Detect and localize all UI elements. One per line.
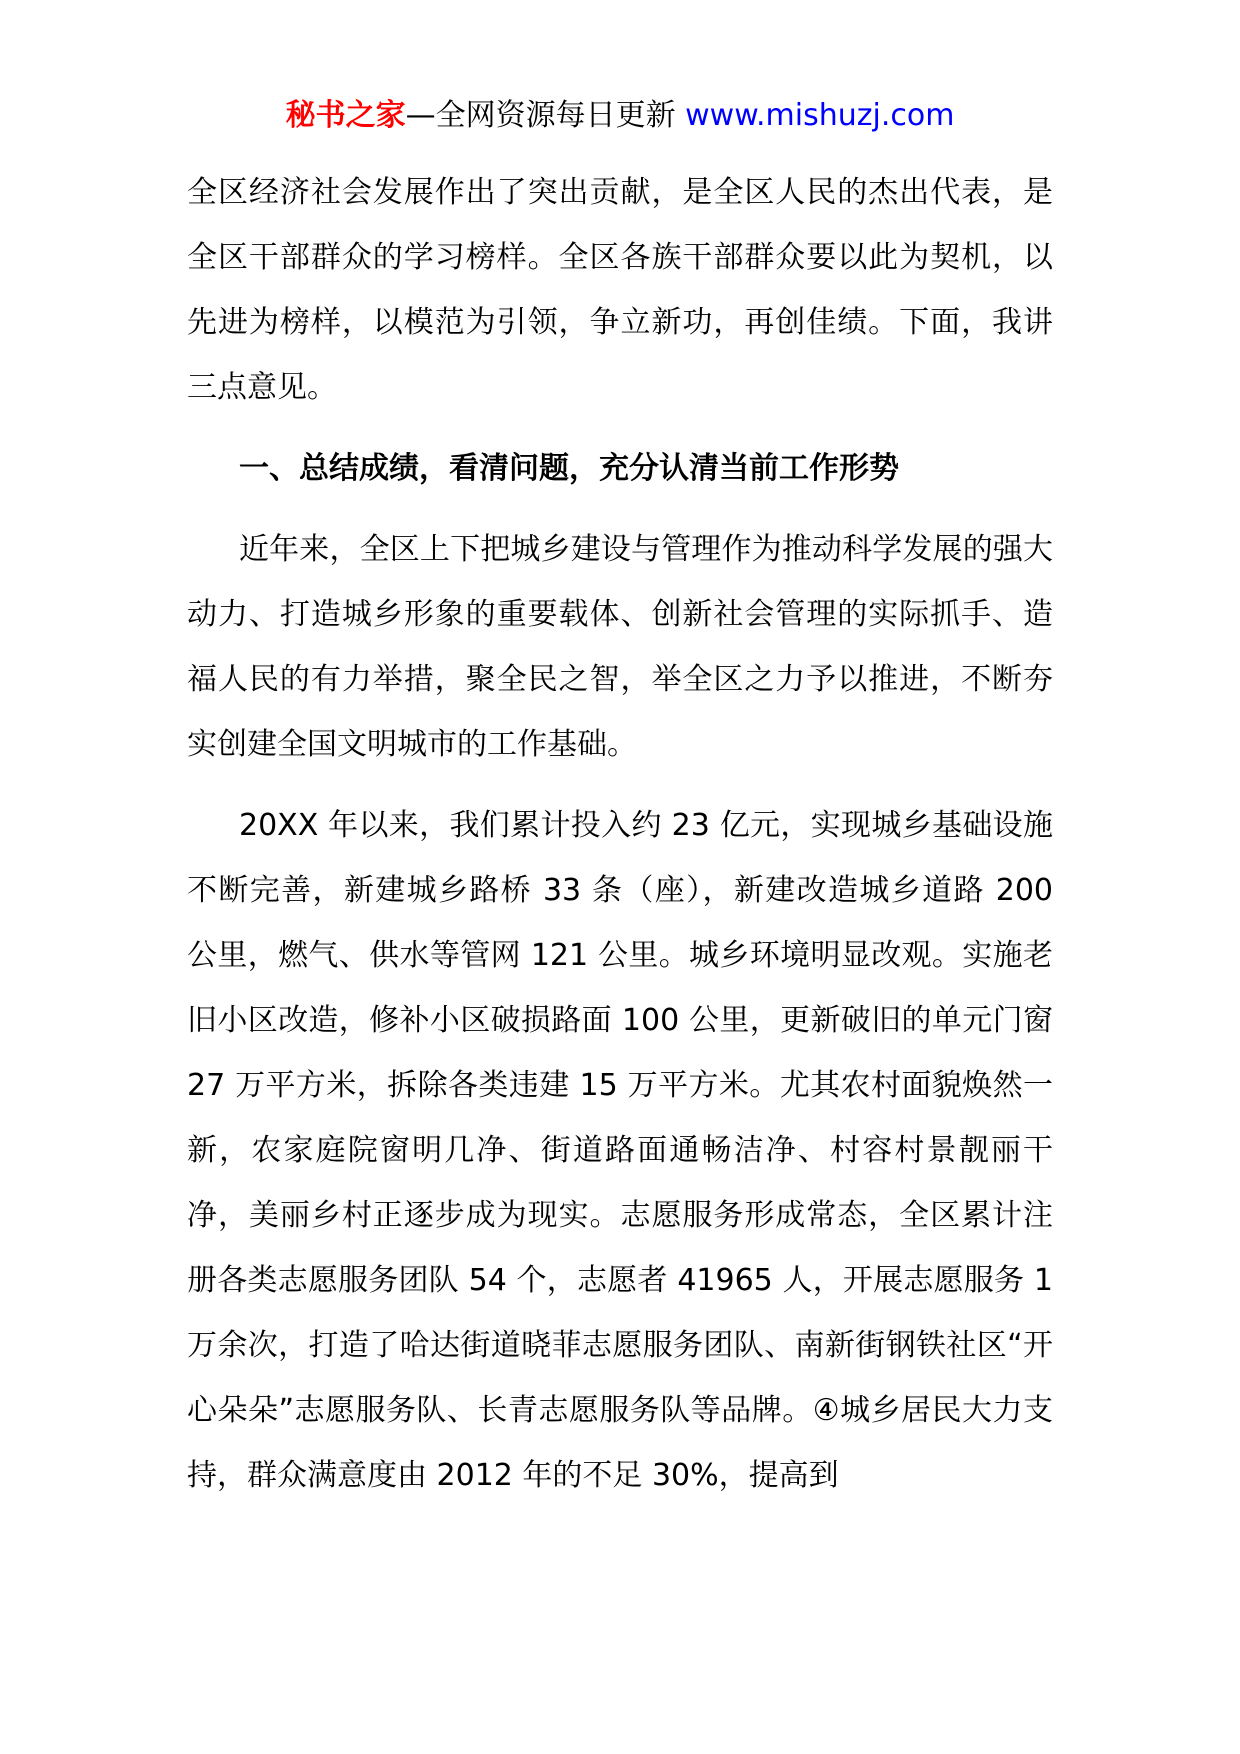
body-paragraph-2: 20XX 年以来，我们累计投入约 23 亿元，实现城乡基础设施不断完善，新建城乡路桥 33 条（座），新建改造城乡道路 200 公里，燃气、供水等管网 121 公里。城乡环境明显改观。实施老旧小区改造，修补小区破损路面 100 公里，更新破旧的单元门窗 27 万平方米，拆除各类违建 15 万平方米。尤其农村面貌焕然一新，农家庭院窗明几净、街道路面通畅洁净、村容村景靓丽干净，美丽乡村正逐步成为现实。志愿服务形成常态，全区累计注册各类志愿服务团队 54 个，志愿者 41965 人，开展志愿服务 1 万余次，打造了哈达街道晓菲志愿服务团队、南新街钢铁社区“开心朵朵”志愿服务队、长青志愿服务队等品牌。④城乡居民大力支持，群众满意度由 2012 年的不足 30%，提高到 bbox=[187, 808, 1053, 1493]
site-url-link[interactable]: www.mishuzj.com bbox=[685, 98, 955, 133]
header-tagline: —全网资源每日更新 bbox=[405, 98, 686, 133]
intro-paragraph: 全区经济社会发展作出了突出贡献，是全区人民的杰出代表，是全区干部群众的学习榜样。全区各族干部群众要以此为契机，以先进为榜样，以模范为引领，争立新功，再创佳绩。下面，我讲三点意见。 bbox=[187, 175, 1053, 405]
document-body bbox=[187, 160, 1053, 1508]
brand-name: 秘书之家 bbox=[285, 98, 406, 133]
section-heading: 一、总结成绩，看清问题，充分认清当前工作形势 bbox=[239, 451, 899, 486]
page-header bbox=[0, 96, 1240, 136]
body-paragraph-1: 近年来，全区上下把城乡建设与管理作为推动科学发展的强大动力、打造城乡形象的重要载体、创新社会管理的实际抓手、造福人民的有力举措，聚全民之智，举全区之力予以推进，不断夯实创建全国文明城市的工作基础。 bbox=[187, 532, 1053, 762]
